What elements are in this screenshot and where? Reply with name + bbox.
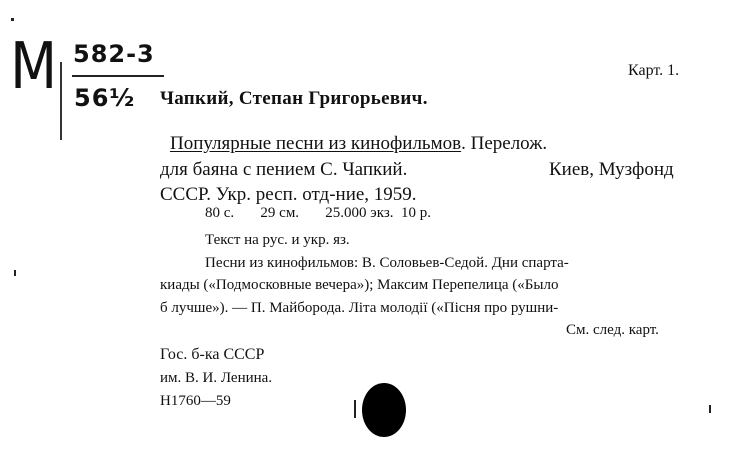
- speck: [11, 18, 14, 21]
- title-rest: . Перелож.: [461, 133, 548, 154]
- title-line3: СССР. Укр. респ. отд-ние, 1959.: [160, 184, 417, 205]
- library-line3: Н1760—59: [160, 393, 231, 409]
- call-number-mark: М: [10, 30, 58, 104]
- title-line1: [170, 133, 547, 155]
- title-main: Популярные песни из кинофильмов: [170, 133, 462, 154]
- punch-hole: [362, 383, 406, 437]
- contents-line3: б лучше»). — П. Майборода. Літа молодії («Пісня про рушни-: [160, 300, 559, 316]
- library-line2: им. В. И. Ленина.: [160, 370, 273, 386]
- speck: [14, 270, 16, 276]
- card-number: Карт. 1.: [628, 62, 680, 79]
- contents-line2: киады («Подмосковные вечера»); Максим Перепелица («Было: [160, 277, 559, 293]
- publication-place: Киев, Музфонд: [549, 159, 674, 180]
- call-number-line1: 582-3: [73, 40, 155, 68]
- continued-note: См. след. карт.: [566, 322, 659, 338]
- physical-description: 80 с. 29 см. 25.000 экз. 10 р.: [205, 205, 432, 221]
- call-number-divider: [60, 62, 62, 140]
- library-line1: Гос. б-ка СССР: [160, 346, 265, 363]
- language-note: Текст на рус. и укр. яз.: [205, 232, 350, 248]
- speck: [709, 405, 711, 413]
- call-number-line2: 56½: [74, 84, 136, 112]
- speck: [354, 400, 356, 418]
- author-heading: Чапкий, Степан Григорьевич.: [160, 88, 428, 109]
- call-number-rule: [72, 75, 164, 77]
- title-line2: для баяна с пением С. Чапкий.: [160, 159, 408, 180]
- contents-line1: Песни из кинофильмов: В. Соловьев-Седой. Дни спарта-: [205, 255, 569, 271]
